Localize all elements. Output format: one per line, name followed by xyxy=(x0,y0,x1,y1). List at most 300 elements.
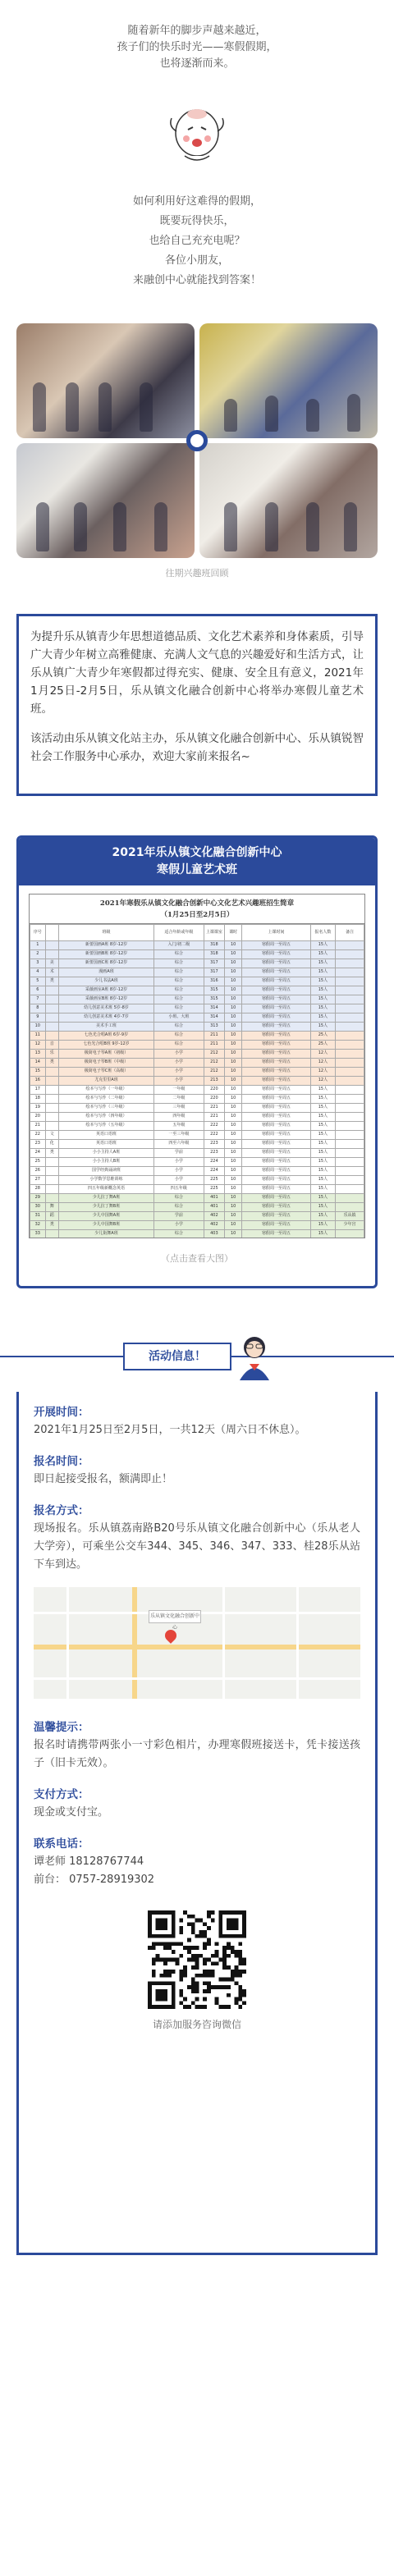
table-row xyxy=(30,1104,364,1113)
table-cell: 尤克里里A班 xyxy=(58,1077,153,1086)
table-cell xyxy=(336,968,364,977)
table-cell xyxy=(336,1176,364,1185)
table-cell: 新蕾国画C班 8岁-12岁 xyxy=(58,959,153,968)
table-row xyxy=(30,995,364,1004)
table-cell: 13 xyxy=(30,1050,46,1059)
table-cell: 寒假周一至周五 xyxy=(242,986,311,995)
table-cell: 15人 xyxy=(310,1149,335,1158)
signup-label: 报名时间： xyxy=(34,1455,89,1468)
table-cell: 四至六年级 xyxy=(154,1140,204,1149)
table-cell: 小学 xyxy=(154,1068,204,1077)
table-row xyxy=(30,1212,364,1221)
table-cell: 314 xyxy=(204,1013,225,1023)
table-cell xyxy=(336,941,364,950)
table-cell: 25人 xyxy=(310,1041,335,1050)
table-cell xyxy=(336,1131,364,1140)
table-cell: 2 xyxy=(30,950,46,959)
table-cell xyxy=(336,1167,364,1176)
table-cell xyxy=(45,1013,58,1023)
wechat-qr-code[interactable] xyxy=(148,1910,246,2009)
table-cell xyxy=(336,995,364,1004)
table-cell: 221 xyxy=(204,1104,225,1113)
intro-line: 也将逐渐而来。 xyxy=(159,57,235,70)
table-row xyxy=(30,1059,364,1068)
table-cell: 美 xyxy=(45,959,58,968)
table-cell xyxy=(45,986,58,995)
intro-line: 随着新年的脚步声越来越近， xyxy=(127,25,267,37)
table-cell: 10 xyxy=(225,1104,242,1113)
table-cell: 寒假周一至周五 xyxy=(242,1013,311,1023)
table-cell: 少儿拉丁舞A班 xyxy=(58,1194,153,1203)
table-cell: 10 xyxy=(225,1068,242,1077)
table-cell: 15人 xyxy=(310,1095,335,1104)
table-cell xyxy=(336,1122,364,1131)
table-cell: 32 xyxy=(30,1221,46,1230)
table-cell: 9 xyxy=(30,1013,46,1023)
table-cell: 221 xyxy=(204,1113,225,1122)
table-cell xyxy=(336,1140,364,1149)
time-text: 2021年1月25日至2月5日，一共12天（周六日不休息）。 xyxy=(34,1424,306,1436)
schedule-table-image[interactable] xyxy=(29,894,365,1238)
table-cell: 综合 xyxy=(154,950,204,959)
table-cell: 极简电子琴C班（高级） xyxy=(58,1068,153,1077)
table-cell: 小学 xyxy=(154,1158,204,1167)
table-cell: 15人 xyxy=(310,1122,335,1131)
table-cell: 入门/初二级 xyxy=(154,941,204,950)
photo-caption: 往期兴趣班回顾 xyxy=(165,568,229,579)
class-photo[interactable] xyxy=(199,323,378,438)
table-row xyxy=(30,968,364,977)
table-cell: 220 xyxy=(204,1086,225,1095)
enlarge-tip: （点击查看大图） xyxy=(161,1253,233,1264)
table-cell: 综合 xyxy=(154,1194,204,1203)
table-cell: 225 xyxy=(204,1176,225,1185)
table-cell xyxy=(336,1059,364,1068)
table-cell xyxy=(45,1230,58,1239)
table-row xyxy=(30,1032,364,1041)
table-cell: 15人 xyxy=(310,1212,335,1221)
table-cell xyxy=(336,986,364,995)
table-cell: 401 xyxy=(204,1203,225,1212)
table-cell: 综合 xyxy=(154,1203,204,1212)
table-cell: 31 xyxy=(30,1212,46,1221)
table-cell xyxy=(336,1095,364,1104)
table-cell: 10 xyxy=(225,1221,242,1230)
table-cell: 10 xyxy=(225,1023,242,1032)
table-cell: 27 xyxy=(30,1176,46,1185)
table-row xyxy=(30,1050,364,1059)
table-cell: 224 xyxy=(204,1158,225,1167)
table-cell: 15人 xyxy=(310,1013,335,1023)
table-cell xyxy=(336,1185,364,1194)
table-cell: 小学 xyxy=(154,1077,204,1086)
activity-info-box xyxy=(16,1392,378,2255)
table-cell: 寒假周一至周五 xyxy=(242,1221,311,1230)
table-cell: 10 xyxy=(225,1131,242,1140)
table-cell xyxy=(336,1230,364,1239)
table-cell: 212 xyxy=(204,1068,225,1077)
table-cell: 寒假周一至周五 xyxy=(242,1230,311,1239)
table-cell: 10 xyxy=(225,1113,242,1122)
table-cell: 寒假周一至周五 xyxy=(242,1176,311,1185)
table-cell: 小学 xyxy=(154,1059,204,1068)
table-row xyxy=(30,1230,364,1239)
table-cell: 22 xyxy=(30,1131,46,1140)
table-header-cell: 备注 xyxy=(336,925,364,941)
table-cell xyxy=(45,1077,58,1086)
table-cell: 15人 xyxy=(310,1140,335,1149)
table-cell: 寒假周一至周五 xyxy=(242,1041,311,1050)
table-row xyxy=(30,1221,364,1230)
table-cell xyxy=(336,1013,364,1023)
table-cell: 29 xyxy=(30,1194,46,1203)
table-cell: 10 xyxy=(225,1095,242,1104)
table-cell: 20 xyxy=(30,1113,46,1122)
table-cell xyxy=(336,950,364,959)
table-cell: 10 xyxy=(225,986,242,995)
table-cell: 极简电子琴B班（中级） xyxy=(58,1059,153,1068)
table-cell xyxy=(45,1004,58,1013)
table-cell: 26 xyxy=(30,1167,46,1176)
table-cell: 15人 xyxy=(310,1023,335,1032)
table-header-cell: 课时 xyxy=(225,925,242,941)
table-cell: 10 xyxy=(225,950,242,959)
table-cell: 寒假周一至周五 xyxy=(242,1194,311,1203)
table-cell: 402 xyxy=(204,1221,225,1230)
table-cell: 313 xyxy=(204,1023,225,1032)
activity-banner-label: 活动信息！ xyxy=(123,1343,231,1370)
table-cell: 315 xyxy=(204,995,225,1004)
table-cell: 10 xyxy=(225,968,242,977)
table-cell: 绘本与写作（三年级） xyxy=(58,1104,153,1113)
table-cell: 寒假周一至周五 xyxy=(242,1140,311,1149)
table-cell: 33 xyxy=(30,1230,46,1239)
table-cell: 小学 xyxy=(154,1167,204,1176)
table-cell: 225 xyxy=(204,1185,225,1194)
table-cell xyxy=(45,1167,58,1176)
table-cell: 10 xyxy=(225,1050,242,1059)
table-cell xyxy=(336,1194,364,1203)
table-cell xyxy=(45,1104,58,1113)
contact-section xyxy=(34,1835,360,1889)
time-label: 开展时间： xyxy=(34,1406,89,1419)
table-cell: 10 xyxy=(225,1203,242,1212)
table-cell: 寒假周一至周五 xyxy=(242,1167,311,1176)
table-cell: 小学 xyxy=(154,1176,204,1185)
table-cell: 文 xyxy=(45,1131,58,1140)
table-cell: 幼儿创意美术班 4岁-7岁 xyxy=(58,1013,153,1023)
table-cell xyxy=(45,1158,58,1167)
map-location-tip: 乐从镇文化融合创新中心 xyxy=(149,1610,201,1623)
table-cell: 综合 xyxy=(154,1032,204,1041)
table-cell: 12人 xyxy=(310,1068,335,1077)
table-cell: 综合 xyxy=(154,959,204,968)
table-cell: 综合 xyxy=(154,977,204,986)
table-cell: 223 xyxy=(204,1140,225,1149)
table-cell: 7 xyxy=(30,995,46,1004)
question-line: 各位小朋友， xyxy=(164,254,229,267)
table-cell xyxy=(336,1050,364,1059)
table-cell: 10 xyxy=(225,1077,242,1086)
table-cell: 小学 xyxy=(154,1221,204,1230)
schedule-card-title: 2021年乐从镇文化融合创新中心 xyxy=(112,846,282,859)
center-decoration xyxy=(186,430,208,451)
table-cell: 30 xyxy=(30,1203,46,1212)
table-cell: 316 xyxy=(204,977,225,986)
table-row xyxy=(30,950,364,959)
table-cell: 新蕾国画A班 8岁-12岁 xyxy=(58,941,153,950)
pay-section xyxy=(34,1786,360,1822)
table-cell: 10 xyxy=(225,1032,242,1041)
table-cell: 寒假周一至周五 xyxy=(242,1068,311,1077)
teacher-icon xyxy=(231,1331,277,1380)
table-cell: 学前 xyxy=(154,1149,204,1158)
qr-code-icon xyxy=(148,1910,246,2009)
table-cell: 类 xyxy=(45,1221,58,1230)
table-cell: 10 xyxy=(225,1194,242,1203)
table-cell: 10 xyxy=(225,1041,242,1050)
table-cell: 15人 xyxy=(310,1131,335,1140)
table-cell xyxy=(45,1095,58,1104)
table-cell: 10 xyxy=(225,1059,242,1068)
method-section xyxy=(34,1502,360,1574)
table-cell: 12人 xyxy=(310,1077,335,1086)
table-cell: 10 xyxy=(225,1122,242,1131)
table-cell: 15人 xyxy=(310,1104,335,1113)
table-cell: 10 xyxy=(225,1013,242,1023)
table-header-cell: 序号 xyxy=(30,925,46,941)
table-cell: 英语口语班 xyxy=(58,1131,153,1140)
table-header-cell: 上课课室 xyxy=(204,925,225,941)
table-cell: 寒假周一至周五 xyxy=(242,959,311,968)
table-cell xyxy=(336,1004,364,1013)
table-header-cell: 报名人数 xyxy=(310,925,335,941)
table-cell: 寒假周一至周五 xyxy=(242,1023,311,1032)
table-cell: 漫画A班 xyxy=(58,968,153,977)
table-cell xyxy=(45,941,58,950)
table-cell: 4 xyxy=(30,968,46,977)
table-cell: 12人 xyxy=(310,1050,335,1059)
intro-line: 孩子们的快乐时光——寒假假期， xyxy=(117,41,277,53)
table-cell xyxy=(336,1032,364,1041)
table-cell: 220 xyxy=(204,1095,225,1104)
table-cell: 10 xyxy=(225,1158,242,1167)
table-cell: 综合 xyxy=(154,1004,204,1013)
pay-label: 支付方式： xyxy=(34,1788,89,1801)
tips-label: 温馨提示： xyxy=(34,1721,89,1734)
table-cell: 二年级 xyxy=(154,1095,204,1104)
table-cell: 舞 xyxy=(45,1203,58,1212)
table-cell: 10 xyxy=(225,959,242,968)
table-cell: 15人 xyxy=(310,1113,335,1122)
class-photo[interactable] xyxy=(199,443,378,558)
location-map[interactable] xyxy=(34,1587,360,1699)
table-cell: 类 xyxy=(45,1149,58,1158)
pay-text: 现金或支付宝。 xyxy=(34,1806,109,1819)
schedule-card-header xyxy=(19,838,375,885)
table-cell: 15人 xyxy=(310,968,335,977)
table-cell: 寒假周一至周五 xyxy=(242,1185,311,1194)
table-header-cell xyxy=(45,925,58,941)
table-row xyxy=(30,1158,364,1167)
table-cell: 23 xyxy=(30,1140,46,1149)
table-row xyxy=(30,1167,364,1176)
table-cell: 少年宫 xyxy=(336,1221,364,1230)
table-cell xyxy=(45,1185,58,1194)
table-row xyxy=(30,1013,364,1023)
table-cell: 乐从镇 xyxy=(336,1212,364,1221)
table-cell: 寒假周一至周五 xyxy=(242,1122,311,1131)
table-cell: 小学 xyxy=(154,1050,204,1059)
class-photo[interactable] xyxy=(16,443,195,558)
table-header-cell: 班级 xyxy=(58,925,153,941)
table-row xyxy=(30,977,364,986)
table-cell: 寒假周一至周五 xyxy=(242,1131,311,1140)
table-cell: 绘本与写作（四年级） xyxy=(58,1113,153,1122)
table-cell: 15 xyxy=(30,1068,46,1077)
table-cell: 10 xyxy=(225,995,242,1004)
table-cell: 1 xyxy=(30,941,46,950)
table-cell: 10 xyxy=(225,1167,242,1176)
table-cell: 19 xyxy=(30,1104,46,1113)
table-cell xyxy=(336,977,364,986)
table-row xyxy=(30,1086,364,1095)
table-cell xyxy=(45,1023,58,1032)
table-cell: 25人 xyxy=(310,1032,335,1041)
table-cell: 小小主持人B班 xyxy=(58,1158,153,1167)
table-cell: 10 xyxy=(225,1230,242,1239)
table-cell: 寒假周一至周五 xyxy=(242,1077,311,1086)
table-cell: 10 xyxy=(225,1140,242,1149)
table-cell: 寒假周一至周五 xyxy=(242,1095,311,1104)
table-cell xyxy=(336,1104,364,1113)
table-cell: 寒假周一至周五 xyxy=(242,977,311,986)
table-cell: 寒假周一至周五 xyxy=(242,1158,311,1167)
table-cell: 音 xyxy=(45,1041,58,1050)
table-row xyxy=(30,1077,364,1086)
table-cell: 综合 xyxy=(154,986,204,995)
photo-grid xyxy=(16,323,378,558)
table-cell: 15人 xyxy=(310,1221,335,1230)
table-cell: 寒假周一至周五 xyxy=(242,941,311,950)
table-cell xyxy=(45,950,58,959)
table-row xyxy=(30,1149,364,1158)
table-cell: 3 xyxy=(30,959,46,968)
table-cell: 少儿中国舞B班 xyxy=(58,1221,153,1230)
signup-section xyxy=(34,1453,360,1489)
table-header-cell: 适合年龄或年级 xyxy=(154,925,204,941)
table-cell xyxy=(45,1176,58,1185)
class-photo[interactable] xyxy=(16,323,195,438)
table-row xyxy=(30,941,364,950)
table-cell: 少儿中国舞A班 xyxy=(58,1212,153,1221)
table-cell: 212 xyxy=(204,1050,225,1059)
table-cell: 15人 xyxy=(310,950,335,959)
table-cell: 15人 xyxy=(310,1194,335,1203)
table-cell: 寒假周一至周五 xyxy=(242,1032,311,1041)
table-cell: 15人 xyxy=(310,1004,335,1013)
table-cell: 15人 xyxy=(310,977,335,986)
table-cell: 绘本与写作（二年级） xyxy=(58,1095,153,1104)
table-cell xyxy=(336,1113,364,1122)
table-cell: 四五年级新概念英语 xyxy=(58,1185,153,1194)
table-row xyxy=(30,1176,364,1185)
table-cell: 15人 xyxy=(310,1086,335,1095)
table-cell: 小学数学思维训练 xyxy=(58,1176,153,1185)
table-cell: 12 xyxy=(30,1041,46,1050)
table-cell: 15人 xyxy=(310,941,335,950)
contact-label: 联系电话： xyxy=(34,1837,89,1851)
table-cell: 采薇画室A班 8岁-12岁 xyxy=(58,986,153,995)
table-cell: 综合 xyxy=(154,1023,204,1032)
table-cell: 213 xyxy=(204,1077,225,1086)
table-cell: 12人 xyxy=(310,1059,335,1068)
table-cell: 10 xyxy=(225,941,242,950)
table-cell: 212 xyxy=(204,1059,225,1068)
table-cell: 五年级 xyxy=(154,1122,204,1131)
table-cell: 11 xyxy=(30,1032,46,1041)
table-cell: 采薇画室B班 8岁-12岁 xyxy=(58,995,153,1004)
table-cell: 寒假周一至周五 xyxy=(242,1113,311,1122)
schedule-card xyxy=(16,835,378,1288)
tips-section xyxy=(34,1718,360,1773)
table-cell: 18 xyxy=(30,1095,46,1104)
table-cell: 绘本与写作（一年级） xyxy=(58,1086,153,1095)
question-line: 也给自己充充电呢？ xyxy=(149,235,245,247)
table-cell: 蹈 xyxy=(45,1212,58,1221)
schedule-table-subtitle: （1月25日至2月5日） xyxy=(30,909,364,924)
table-cell: 少儿街舞A班 xyxy=(58,1230,153,1239)
description-paragraph: 为提升乐从镇青少年思想道德品质、文化艺术素养和身体素质，引导广大青少年树立高雅健康、充满人文气息的兴趣爱好和生活方式，让乐从镇广大青少年寒假都过得充实、健康、安全且有意义，2021年1月25日-2月5日，乐从镇文化融合创新中心将举办寒假儿童艺术班。 xyxy=(30,630,364,716)
table-cell xyxy=(45,1113,58,1122)
table-cell: 224 xyxy=(204,1167,225,1176)
table-cell: 寒假周一至周五 xyxy=(242,995,311,1004)
table-cell: 314 xyxy=(204,1004,225,1013)
qr-caption: 请添加服务咨询微信 xyxy=(152,2019,241,2030)
table-row xyxy=(30,1068,364,1077)
table-cell: 15人 xyxy=(310,959,335,968)
table-cell xyxy=(45,1122,58,1131)
description-box xyxy=(16,614,378,796)
question-line: 来融创中心就能找到答案！ xyxy=(132,274,261,286)
table-row xyxy=(30,1194,364,1203)
table-cell xyxy=(336,1068,364,1077)
table-cell xyxy=(45,995,58,1004)
table-cell: 乐 xyxy=(45,1050,58,1059)
table-cell: 寒假周一至周五 xyxy=(242,1212,311,1221)
table-cell: 小班、大班 xyxy=(154,1013,204,1023)
table-cell: 10 xyxy=(225,1149,242,1158)
table-cell: 小小主持人A班 xyxy=(58,1149,153,1158)
table-cell xyxy=(336,1149,364,1158)
table-cell: 寒假周一至周五 xyxy=(242,1203,311,1212)
table-row xyxy=(30,1023,364,1032)
table-cell: 一至三年级 xyxy=(154,1131,204,1140)
schedule-card-subtitle: 寒假儿童艺术班 xyxy=(157,863,237,876)
table-cell: 14 xyxy=(30,1059,46,1068)
cartoon-face-icon xyxy=(160,94,234,167)
table-cell: 16 xyxy=(30,1077,46,1086)
question-line: 如何利用好这难得的假期， xyxy=(132,195,261,208)
activity-banner xyxy=(0,1331,394,1380)
table-cell: 寒假周一至周五 xyxy=(242,1149,311,1158)
table-cell: 三年级 xyxy=(154,1104,204,1113)
table-cell: 222 xyxy=(204,1131,225,1140)
table-cell xyxy=(336,1203,364,1212)
table-cell: 七色光合唱A班 6岁-9岁 xyxy=(58,1032,153,1041)
table-cell: 寒假周一至周五 xyxy=(242,1004,311,1013)
mascot-illustration xyxy=(160,94,234,167)
